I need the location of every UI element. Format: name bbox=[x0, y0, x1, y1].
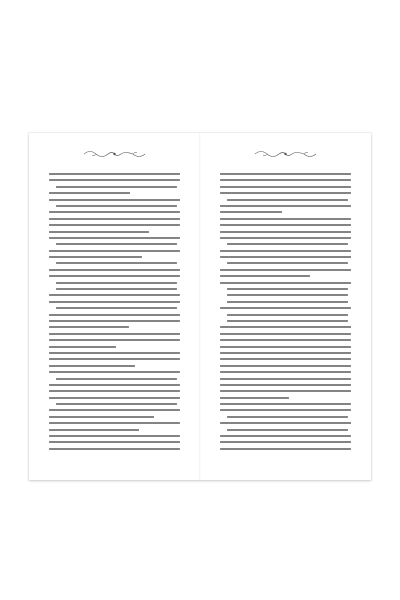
text-line bbox=[220, 237, 351, 239]
text-line bbox=[56, 288, 177, 290]
text-line bbox=[49, 397, 180, 399]
text-line bbox=[220, 282, 351, 284]
text-line bbox=[227, 243, 348, 245]
text-line bbox=[220, 403, 351, 405]
text-line bbox=[220, 441, 351, 443]
text-line bbox=[220, 326, 351, 328]
text-line bbox=[227, 416, 348, 418]
text-line bbox=[49, 333, 180, 335]
text-line bbox=[227, 262, 348, 264]
text-line bbox=[49, 192, 130, 194]
text-line bbox=[220, 179, 351, 181]
text-line bbox=[220, 358, 351, 360]
text-line bbox=[220, 269, 351, 271]
text-line bbox=[49, 231, 149, 233]
text-line bbox=[49, 275, 180, 277]
text-line bbox=[220, 371, 351, 373]
text-line bbox=[220, 211, 282, 213]
text-line bbox=[49, 448, 180, 450]
text-line bbox=[56, 243, 177, 245]
text-line bbox=[49, 409, 180, 411]
text-line bbox=[56, 186, 177, 188]
text-line bbox=[56, 262, 177, 264]
text-line bbox=[220, 448, 351, 450]
text-line bbox=[49, 352, 180, 354]
text-line bbox=[49, 173, 180, 175]
scroll-ornament-icon bbox=[253, 148, 318, 160]
text-line bbox=[220, 384, 351, 386]
body-text bbox=[49, 173, 180, 454]
text-line bbox=[56, 205, 177, 207]
text-line bbox=[49, 371, 180, 373]
text-line bbox=[220, 435, 351, 437]
text-line bbox=[49, 320, 180, 322]
text-line bbox=[56, 378, 177, 380]
text-line bbox=[220, 390, 351, 392]
text-line bbox=[220, 218, 351, 220]
text-line bbox=[49, 269, 180, 271]
text-line bbox=[220, 250, 351, 252]
text-line bbox=[49, 199, 180, 201]
text-line bbox=[220, 205, 351, 207]
text-line bbox=[49, 416, 154, 418]
text-line bbox=[49, 384, 180, 386]
text-line bbox=[56, 403, 177, 405]
text-line bbox=[49, 301, 180, 303]
text-line bbox=[49, 179, 180, 181]
text-line bbox=[49, 422, 180, 424]
text-line bbox=[220, 192, 351, 194]
text-line bbox=[49, 358, 180, 360]
text-line bbox=[49, 339, 180, 341]
text-line bbox=[220, 339, 351, 341]
scroll-ornament-icon bbox=[82, 148, 147, 160]
text-line bbox=[49, 256, 142, 258]
text-line bbox=[49, 314, 180, 316]
text-line bbox=[220, 275, 310, 277]
text-line bbox=[49, 390, 180, 392]
text-line bbox=[49, 365, 135, 367]
text-line bbox=[220, 378, 351, 380]
text-line bbox=[56, 307, 177, 309]
text-line bbox=[220, 352, 351, 354]
text-line bbox=[227, 314, 348, 316]
left-page bbox=[29, 133, 200, 480]
text-line bbox=[220, 422, 351, 424]
text-line bbox=[220, 256, 351, 258]
text-line bbox=[56, 282, 177, 284]
text-line bbox=[49, 250, 180, 252]
text-line bbox=[49, 435, 180, 437]
text-line bbox=[220, 365, 351, 367]
right-page bbox=[200, 133, 371, 480]
text-line bbox=[49, 237, 180, 239]
text-line bbox=[220, 397, 289, 399]
text-line bbox=[227, 320, 348, 322]
text-line bbox=[220, 173, 351, 175]
text-line bbox=[49, 224, 180, 226]
text-line bbox=[220, 409, 351, 411]
text-line bbox=[227, 288, 348, 290]
body-text bbox=[220, 173, 351, 454]
text-line bbox=[49, 326, 129, 328]
text-line bbox=[49, 441, 180, 443]
text-line bbox=[227, 301, 348, 303]
text-line bbox=[49, 346, 116, 348]
text-line bbox=[220, 186, 351, 188]
text-line bbox=[227, 199, 348, 201]
text-line bbox=[220, 333, 351, 335]
text-line bbox=[227, 294, 348, 296]
text-line bbox=[49, 294, 180, 296]
text-line bbox=[49, 429, 139, 431]
text-line bbox=[220, 307, 351, 309]
text-line bbox=[49, 211, 180, 213]
text-line bbox=[220, 346, 351, 348]
text-line bbox=[220, 224, 351, 226]
text-line bbox=[49, 218, 180, 220]
book-spread bbox=[29, 133, 371, 480]
text-line bbox=[227, 429, 348, 431]
text-line bbox=[220, 231, 351, 233]
